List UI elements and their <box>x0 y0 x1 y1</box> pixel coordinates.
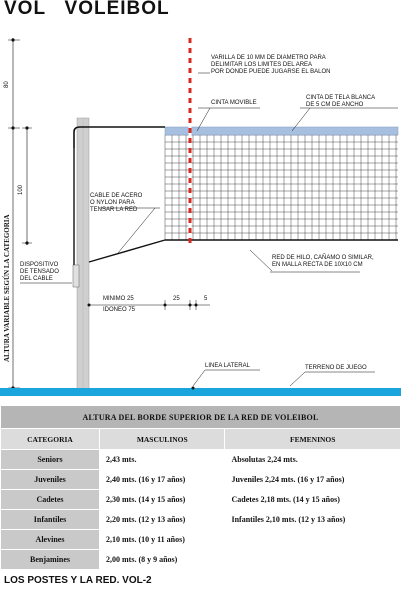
row-category: Alevines <box>1 530 100 550</box>
header-masculinos: MASCULINOS <box>100 429 225 450</box>
row-masculino: 2,30 mts. (14 y 15 años) <box>100 490 225 510</box>
tension-device <box>73 265 79 287</box>
court-floor <box>0 388 401 396</box>
table-row <box>1 530 401 550</box>
row-category: Cadetes <box>1 490 100 510</box>
row-category: Seniors <box>1 450 100 470</box>
top-tape <box>165 127 398 135</box>
label-red: RED DE HILO, CAÑAMO O SIMILAR, EN MALLA RECTA DE 10X10 CM <box>272 255 374 268</box>
label-cinta-tela: CINTA DE TELA BLANCA DE 5 CM DE ANCHO <box>306 95 376 108</box>
table-caption: ALTURA DEL BORDE SUPERIOR DE LA RED DE VOLEIBOL <box>1 406 401 429</box>
antenna-rod <box>189 38 192 243</box>
label-terreno: TERRENO DE JUEGO <box>305 365 367 371</box>
table-row <box>1 550 401 570</box>
net-height-table <box>0 405 401 570</box>
row-masculino: 2,00 mts. (8 y 9 años) <box>100 550 225 570</box>
label-dispositivo: DISPOSITIVO DE TENSADO DEL CABLE <box>20 262 59 282</box>
row-category: Infantiles <box>1 510 100 530</box>
table-row <box>1 490 401 510</box>
bottom-cable <box>89 240 165 262</box>
label-idoneo: IDONEO 75 <box>103 307 136 313</box>
row-femenino <box>225 530 401 550</box>
row-masculino: 2,43 mts. <box>100 450 225 470</box>
dim-100-label: 100 <box>18 184 24 195</box>
row-femenino: Cadetes 2,18 mts. (14 y 15 años) <box>225 490 401 510</box>
page-title: VOL VOLEIBOL <box>4 0 170 19</box>
row-masculino: 2,20 mts. (12 y 13 años) <box>100 510 225 530</box>
antenna-note: VARILLA DE 10 MM DE DIAMETRO PARA DELIMITAR LOS LIMITES DEL AREA POR DONDE PUEDE JUGARSE EL BALON <box>211 55 331 75</box>
dim-80-label: 80 <box>4 81 10 88</box>
table-row <box>1 510 401 530</box>
label-altura-variable: ALTURA VARIABLE SEGÚN LA CATEGORIA <box>3 214 11 362</box>
row-femenino: Infantiles 2,10 mts. (12 y 13 años) <box>225 510 401 530</box>
row-femenino <box>225 550 401 570</box>
label-cinta-movible: CINTA MOVIBLE <box>211 100 257 106</box>
net-mesh <box>165 135 398 240</box>
dim-5-label: 5 <box>204 296 208 302</box>
header-femeninos: FEMENINOS <box>225 429 401 450</box>
label-minimo: MINIMO 25 <box>103 296 134 302</box>
row-femenino: Absolutas 2,24 mts. <box>225 450 401 470</box>
row-masculino: 2,40 mts. (16 y 17 años) <box>100 470 225 490</box>
table-row <box>1 450 401 470</box>
label-cable: CABLE DE ACERO O NYLON PARA TENSAR LA RED <box>90 193 143 213</box>
footer-caption: LOS POSTES Y LA RED. VOL-2 <box>4 575 152 586</box>
row-femenino: Juveniles 2,24 mts. (16 y 17 años) <box>225 470 401 490</box>
dim-25-label: 25 <box>173 296 180 302</box>
row-category: Juveniles <box>1 470 100 490</box>
header-categoria: CATEGORIA <box>1 429 100 450</box>
label-linea-lateral: LINEA LATERAL <box>205 363 250 369</box>
row-category: Benjamines <box>1 550 100 570</box>
row-masculino: 2,10 mts. (10 y 11 años) <box>100 530 225 550</box>
table-row <box>1 470 401 490</box>
